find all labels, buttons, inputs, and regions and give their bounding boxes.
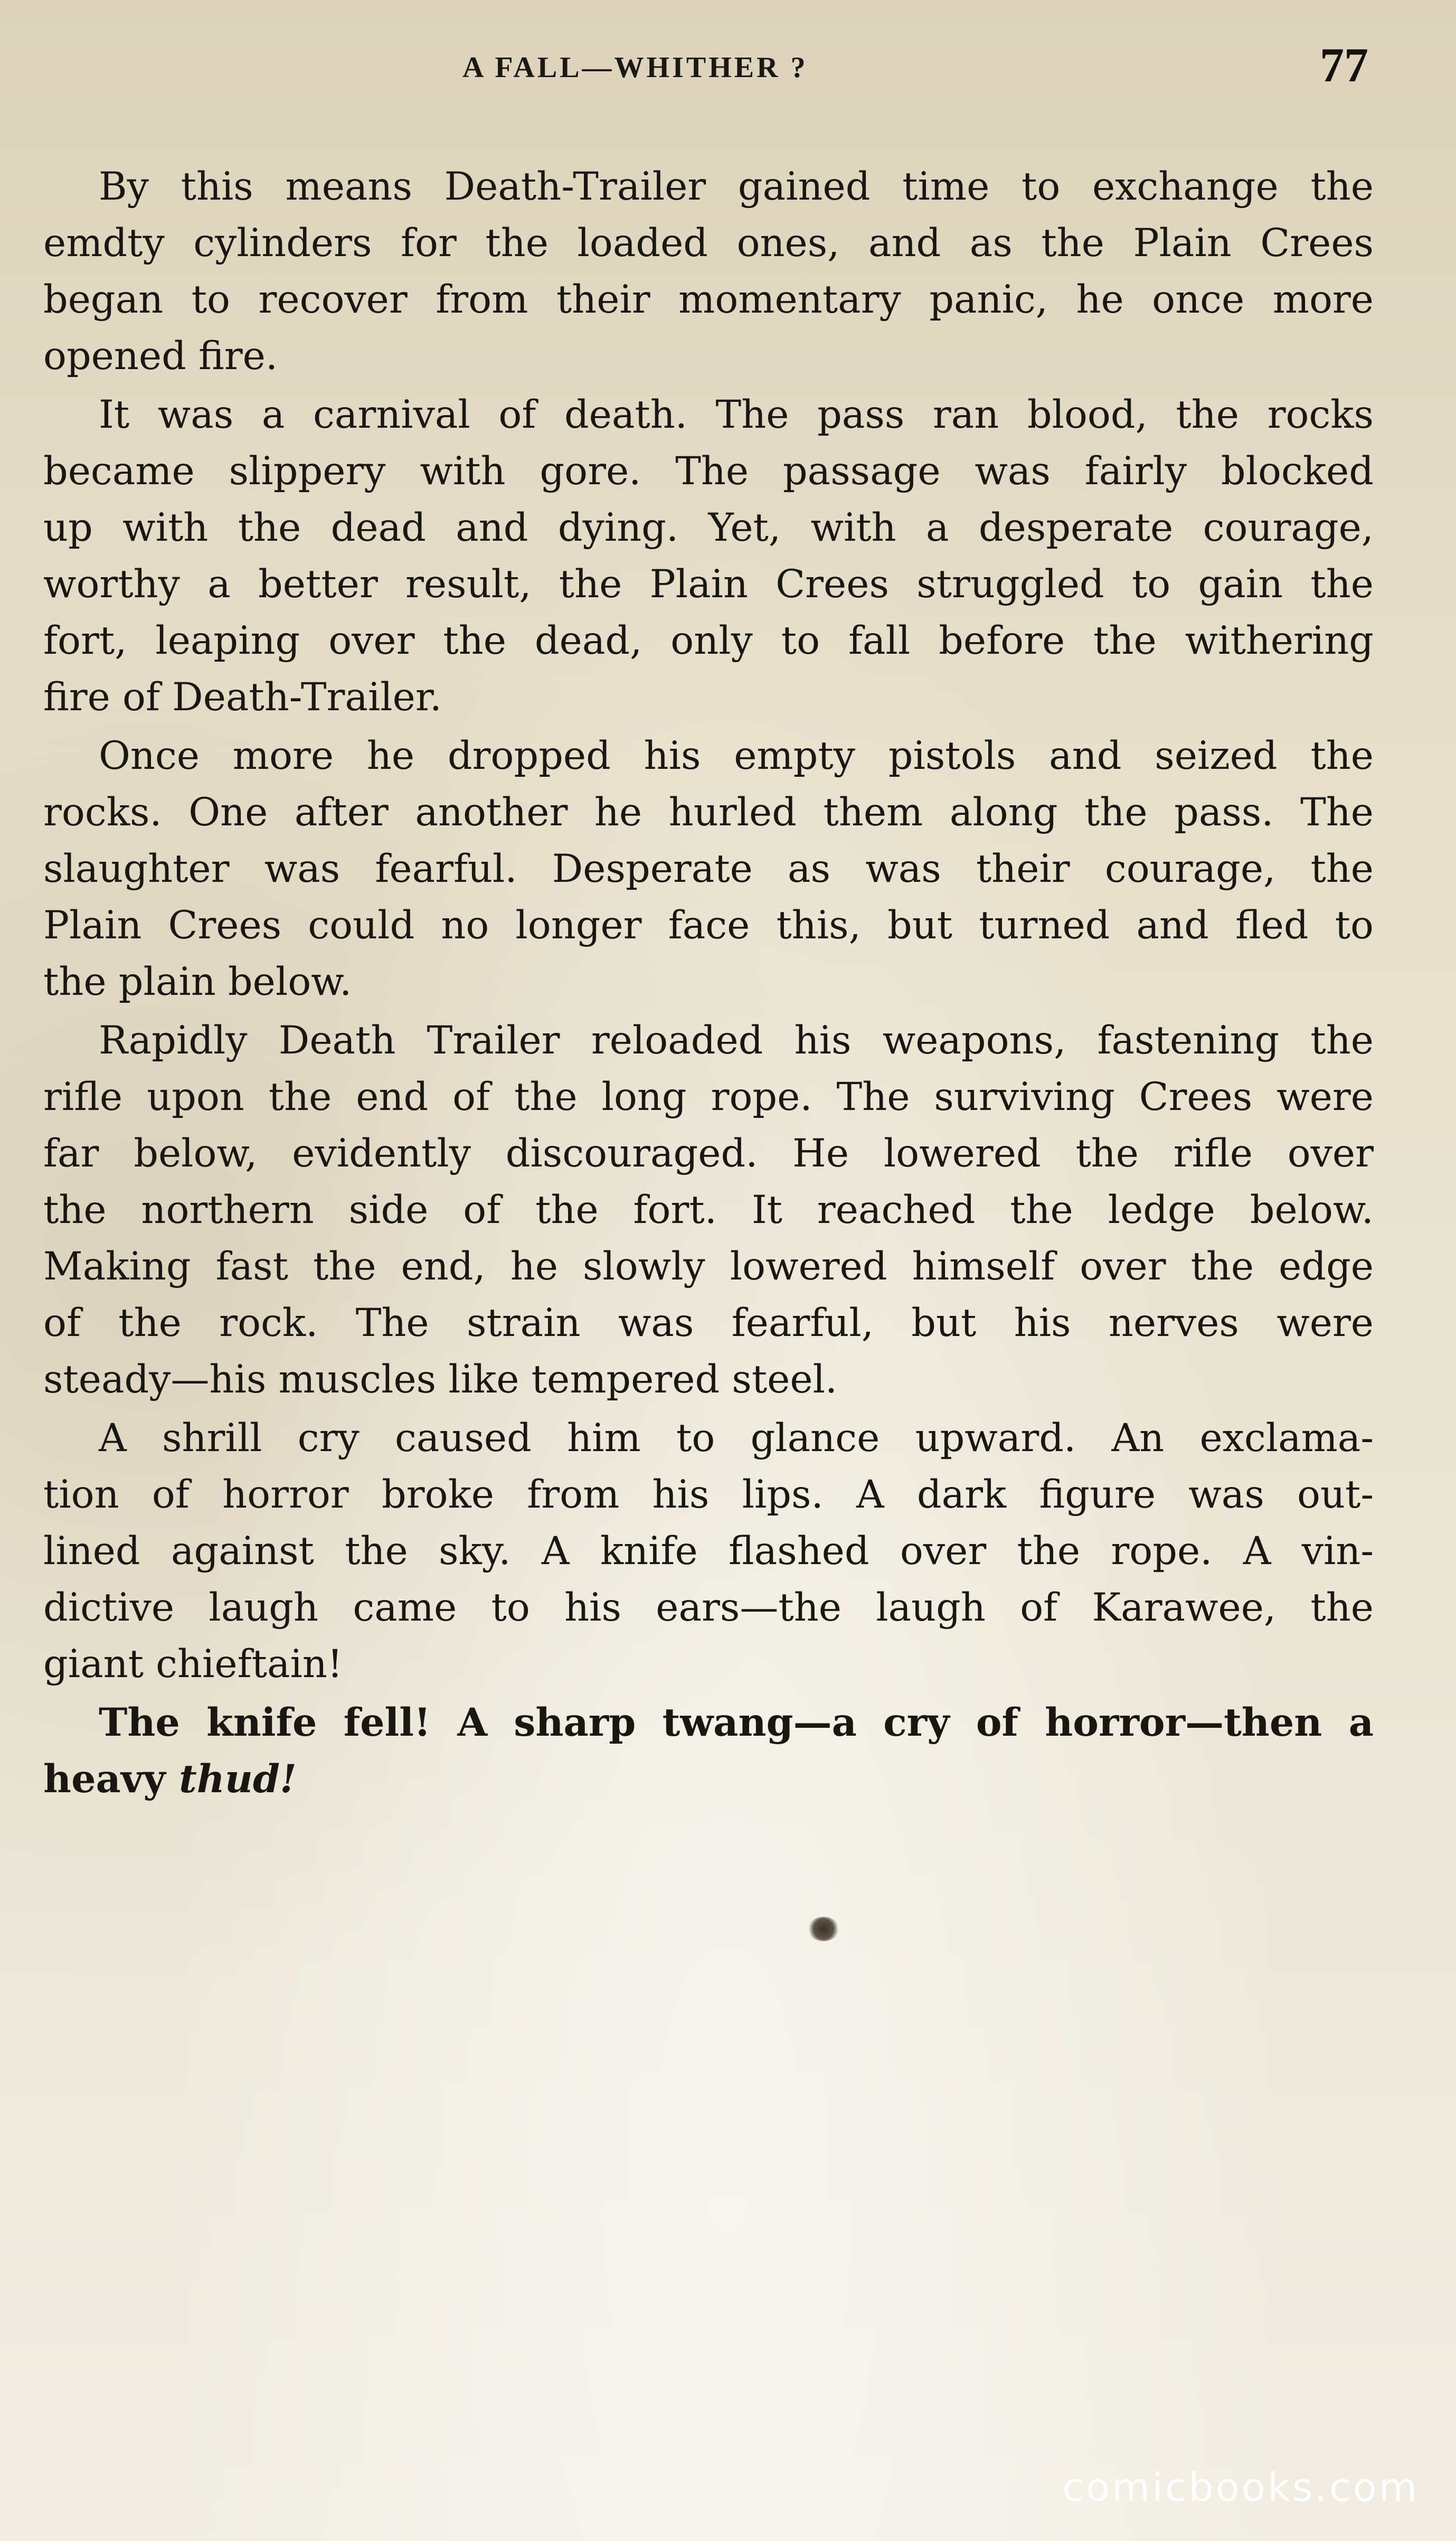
watermark: comicbooks.com xyxy=(1062,2465,1419,2510)
text-line: giant chieftain! xyxy=(43,1642,343,1687)
text-line: steady—his muscles like tempered steel. xyxy=(43,1357,838,1402)
paragraph-5 xyxy=(43,1410,1374,1692)
text-line: up with the dead and dying. Yet, with a desperate courage, xyxy=(43,505,1374,550)
text-line: became slippery with gore. The passage was fairly blocked xyxy=(43,449,1374,494)
text-line: rocks. One after another he hurled them along the pass. The xyxy=(43,790,1374,835)
text-line: tion of horror broke from his lips. A dark figure was out- xyxy=(43,1472,1374,1517)
running-head-title: A FALL—WHITHER ? xyxy=(462,51,808,84)
text-line: It was a carnival of death. The pass ran blood, the rocks xyxy=(99,392,1374,437)
text-line: emdty cylinders for the loaded ones, and as the Plain Crees xyxy=(43,221,1374,266)
emphasis-thud: thud! xyxy=(179,1756,297,1802)
paragraph-1 xyxy=(43,158,1374,384)
text-line: rifle upon the end of the long rope. The surviving Crees were xyxy=(43,1075,1374,1119)
paragraph-4 xyxy=(43,1012,1374,1408)
show-through-text xyxy=(106,1743,1320,2271)
text-line: worthy a better result, the Plain Crees struggled to gain the xyxy=(43,562,1374,607)
text-line: opened fire. xyxy=(43,334,278,379)
text-line: A shrill cry caused him to glance upward. An exclama- xyxy=(99,1416,1374,1461)
text-fragment: heavy xyxy=(43,1756,179,1802)
ink-blot-ornament xyxy=(808,1917,839,1941)
text-line: By this means Death-Trailer gained time to exchange the xyxy=(99,164,1374,209)
text-line: fire of Death-Trailer. xyxy=(43,675,442,720)
text-line: Making fast the end, he slowly lowered himself over the edge xyxy=(43,1244,1374,1289)
text-line: the plain below. xyxy=(43,959,352,1004)
text-line: of the rock. The strain was fearful, but his nerves were xyxy=(43,1301,1374,1345)
text-line: fort, leaping over the dead, only to fall before the withering xyxy=(43,618,1374,663)
text-line: Plain Crees could no longer face this, but turned and fled to xyxy=(43,903,1374,948)
paragraph-2 xyxy=(43,387,1374,726)
text-line: The knife fell! A sharp twang—a cry of horror—then a xyxy=(99,1700,1374,1745)
text-line: Rapidly Death Trailer reloaded his weapons, fastening the xyxy=(99,1018,1374,1063)
text-line: Once more he dropped his empty pistols and seized the xyxy=(99,733,1374,778)
text-line: dictive laugh came to his ears—the laugh of Karawee, the xyxy=(43,1585,1374,1630)
text-line: began to recover from their momentary panic, he once more xyxy=(43,277,1374,322)
page-number: 77 xyxy=(1320,38,1368,92)
text-line: lined against the sky. A knife flashed over the rope. A vin- xyxy=(43,1529,1374,1574)
text-line xyxy=(43,1751,1374,1808)
text-line: the northern side of the fort. It reached the ledge below. xyxy=(43,1188,1374,1232)
paragraph-3 xyxy=(43,728,1374,1010)
text-line: slaughter was fearful. Desperate as was their courage, the xyxy=(43,846,1374,891)
text-line: far below, evidently discouraged. He lowered the rifle over xyxy=(43,1131,1374,1176)
body-text xyxy=(43,158,1374,1808)
paragraph-6 xyxy=(43,1695,1374,1808)
